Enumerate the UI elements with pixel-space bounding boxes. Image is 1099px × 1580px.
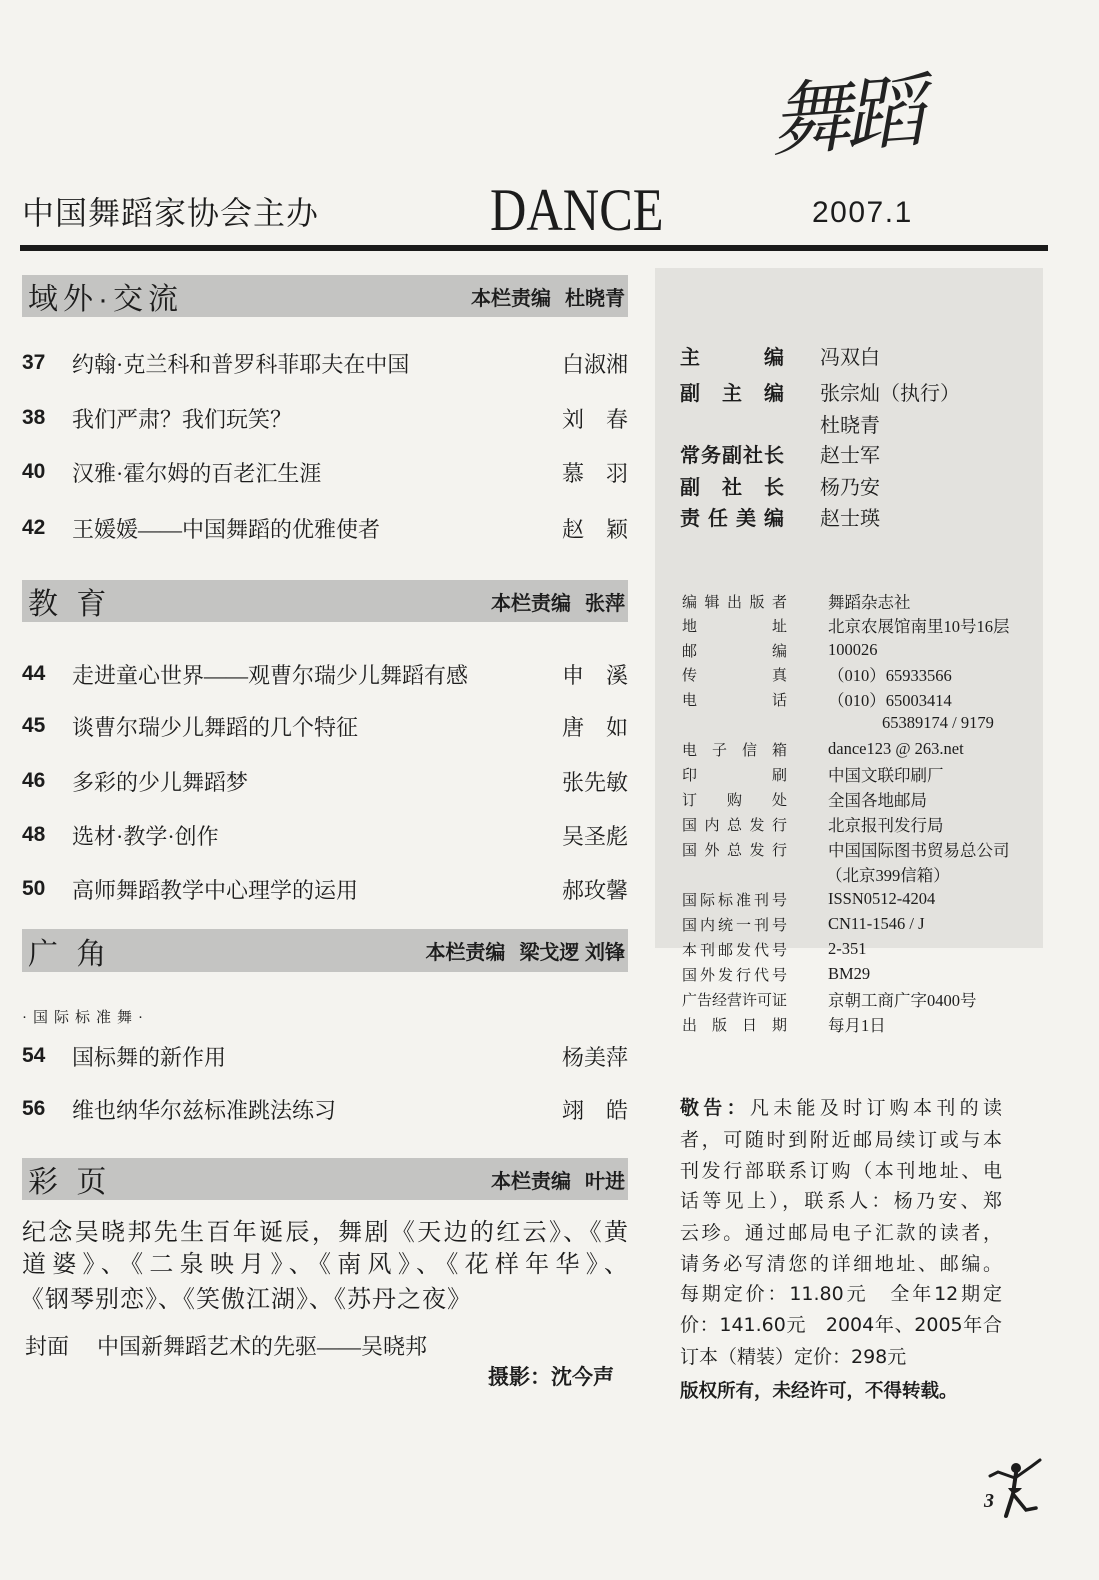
section-title: 广 角: [28, 937, 112, 971]
toc-entry[interactable]: [22, 873, 628, 905]
color-pages-text-line: 《钢琴别恋》、《笑傲江湖》、《苏丹之夜》: [20, 1287, 472, 1313]
info-label: 编辑出版者: [682, 594, 787, 611]
publisher-info-row: [682, 837, 1010, 861]
info-value: BM29: [828, 964, 871, 983]
section-header-wide-angle: [22, 929, 628, 972]
info-value: 中国国际图书贸易总公司: [828, 841, 1010, 860]
staff-name: 杨乃安: [820, 476, 880, 499]
toc-page-number: 56: [22, 1097, 46, 1120]
info-label: 订 购 处: [682, 792, 787, 809]
toc-page-number: 38: [22, 406, 46, 429]
toc-author: 张先敏: [561, 769, 628, 795]
info-value: 65389174 / 9179: [882, 713, 994, 732]
staff-entry: [680, 439, 880, 467]
staff-role: 副 社 长: [680, 476, 784, 499]
toc-author: 唐 如: [561, 714, 628, 740]
publisher-info-row: [682, 962, 870, 986]
toc-page-number: 48: [22, 823, 46, 846]
info-label: 传 真: [682, 667, 787, 684]
staff-role: 副 主 编: [680, 382, 784, 405]
toc-entry[interactable]: [22, 512, 628, 544]
publisher-info-row: [682, 812, 944, 836]
toc-article-title: 国标舞的新作用: [72, 1044, 227, 1070]
toc-article-title: 谈曹尔瑞少儿舞蹈的几个特征: [72, 714, 359, 740]
toc-entry[interactable]: [22, 658, 628, 690]
page-number: 3: [984, 1490, 994, 1512]
info-value: 北京报刊发行局: [828, 816, 944, 835]
magazine-logo: 舞蹈: [767, 64, 922, 169]
info-value: （010）65933566: [828, 666, 952, 685]
staff-entry: [680, 377, 960, 405]
header-rule: [20, 245, 1048, 251]
section-header-color-pages: [22, 1158, 628, 1200]
toc-article-title: 我们严肃？我们玩笑？: [72, 406, 293, 432]
publisher-info-row: [682, 787, 927, 811]
notice-line: 每期定价：11.80元 全年12期定: [680, 1283, 1002, 1305]
toc-author: 申 溪: [561, 662, 628, 688]
subsection-label: ·国际标准舞·: [22, 1010, 149, 1026]
info-value: CN11-1546 / J: [828, 914, 925, 933]
staff-name: 赵士军: [820, 444, 880, 467]
info-label: 邮 编: [682, 643, 787, 660]
photo-credit: 摄影：沈今声: [488, 1366, 614, 1389]
toc-author: 刘 春: [561, 406, 628, 432]
notice-line: 者，可随时到附近邮局续订或与本: [680, 1129, 1002, 1151]
info-label: 电 话: [682, 692, 787, 709]
toc-entry[interactable]: [22, 765, 628, 797]
section-title: 域外·交流: [28, 283, 183, 316]
publisher-info-row: [682, 589, 911, 613]
toc-entry[interactable]: [22, 456, 628, 488]
section-header-overseas: [22, 275, 628, 317]
publisher-info-row: [882, 711, 994, 735]
color-pages-text-line: 纪念吴晓邦先生百年诞辰，舞剧《天边的红云》、《黄: [22, 1220, 628, 1246]
info-label: 国外发行代号: [682, 967, 787, 984]
section-header-education: [22, 580, 628, 622]
info-value: 中国文联印刷厂: [828, 766, 944, 785]
toc-article-title: 多彩的少儿舞蹈梦: [72, 769, 249, 795]
info-label: 本刊邮发代号: [682, 942, 787, 959]
info-value: 舞蹈杂志社: [828, 593, 911, 612]
info-value: （北京399信箱）: [826, 866, 950, 885]
notice-line: 敬告：凡未能及时订购本刊的读: [680, 1097, 1002, 1119]
publisher-info-row: [682, 987, 977, 1011]
section-editor: 本栏责编 杜晓青: [471, 287, 625, 310]
notice-line: 云珍。通过邮局电子汇款的读者，: [680, 1222, 1002, 1244]
toc-entry[interactable]: [22, 1040, 628, 1072]
toc-author: 郝玫馨: [561, 877, 628, 903]
cover-label: 封面: [25, 1334, 70, 1359]
toc-page-number: 37: [22, 351, 46, 374]
info-value: 100026: [828, 640, 878, 659]
toc-author: 赵 颖: [561, 516, 628, 542]
toc-article-title: 走进童心世界——观曹尔瑞少儿舞蹈有感: [72, 662, 469, 688]
color-pages-text-line: 道婆》、《二泉映月》、《南风》、《花样年华》、: [22, 1252, 628, 1278]
section-title: 教 育: [28, 588, 112, 621]
info-label: 国外总发行: [682, 842, 787, 859]
staff-name: 赵士瑛: [820, 507, 880, 530]
toc-author: 慕 羽: [561, 460, 628, 486]
publisher-info-row: [682, 912, 925, 936]
info-value: 2-351: [828, 939, 867, 958]
info-value: 每月1日: [828, 1016, 886, 1035]
toc-author: 杨美萍: [561, 1044, 628, 1070]
staff-role: 责任美编: [680, 507, 784, 530]
toc-entry[interactable]: [22, 347, 628, 379]
publisher-info-row: [682, 1012, 886, 1036]
toc-entry[interactable]: [22, 710, 628, 742]
staff-name: 张宗灿（执行）: [820, 382, 960, 405]
notice-line: 价：141.60元 2004年、2005年合: [680, 1314, 1002, 1336]
toc-author: 吴圣彪: [561, 823, 628, 849]
toc-article-title: 选材·教学·创作: [72, 823, 219, 849]
info-value: 北京农展馆南里10号16层: [828, 617, 1010, 636]
staff-entry: [680, 409, 880, 437]
copyright-notice: 版权所有，未经许可，不得转载。: [680, 1381, 958, 1402]
email-value: dance123 @ 263.net: [828, 739, 964, 758]
toc-author: 白淑湘: [561, 351, 628, 377]
info-label: 国际标准刊号: [682, 892, 787, 909]
info-label: 国内总发行: [682, 817, 787, 834]
info-label: 广告经营许可证: [682, 992, 788, 1009]
staff-role: 主 编: [680, 346, 784, 369]
info-label: 出 版 日 期: [682, 1017, 787, 1034]
toc-entry[interactable]: [22, 402, 628, 434]
info-value: ISSN0512-4204: [828, 889, 936, 908]
toc-article-title: 维也纳华尔兹标准跳法练习: [72, 1097, 337, 1123]
notice-line: 话等见上），联系人：杨乃安、郑: [680, 1190, 1002, 1212]
info-label: 地 址: [682, 618, 787, 635]
notice-line: 刊发行部联系订购（本刊地址、电: [680, 1160, 1002, 1182]
staff-name: 杜晓青: [820, 414, 880, 437]
section-editor: 本栏责编 叶进: [491, 1170, 625, 1193]
notice-line: 订本（精装）定价：298元: [680, 1346, 907, 1368]
info-label: 电子信箱: [682, 742, 787, 759]
magazine-title: DANCE: [490, 177, 664, 243]
toc-article-title: 高师舞蹈教学中心理学的运用: [72, 877, 359, 903]
info-label: 印 刷: [682, 767, 787, 784]
toc-article-title: 约翰·克兰科和普罗科菲耶夫在中国: [72, 351, 410, 377]
toc-page-number: 40: [22, 460, 46, 483]
notice-heading: 敬告：: [680, 1097, 750, 1119]
publisher-info-row: [682, 762, 944, 786]
publisher-info-row: [682, 737, 964, 761]
info-value: 京朝工商广字0400号: [828, 991, 977, 1010]
info-value: 全国各地邮局: [828, 791, 927, 810]
toc-entry[interactable]: [22, 819, 628, 851]
staff-entry: [680, 341, 880, 369]
publisher-info-row: [826, 862, 950, 886]
toc-author: 翊 皓: [561, 1097, 628, 1123]
section-title: 彩 页: [28, 1166, 112, 1199]
staff-name: 冯双白: [820, 346, 880, 369]
toc-page-number: 44: [22, 662, 46, 685]
publisher-info-row: [682, 687, 952, 711]
toc-page-number: 46: [22, 769, 46, 792]
section-editor: 本栏责编 梁戈逻 刘锋: [425, 942, 625, 964]
notice-line: 请务必写清您的详细地址、邮编。: [680, 1253, 1002, 1275]
info-label: 国内统一刊号: [682, 917, 787, 934]
publisher-info-row: [682, 613, 1010, 637]
toc-page-number: 54: [22, 1044, 46, 1067]
publisher-info-row: [682, 937, 867, 961]
staff-entry: [680, 502, 880, 530]
toc-article-title: 王媛媛——中国舞蹈的优雅使者: [72, 516, 381, 542]
staff-role: 常务副社长: [680, 444, 784, 467]
staff-entry: [680, 471, 880, 499]
toc-page-number: 42: [22, 516, 46, 539]
cover-text: 中国新舞蹈艺术的先驱——吴晓邦: [97, 1334, 428, 1359]
toc-page-number: 50: [22, 877, 46, 900]
publisher-info-row: [682, 638, 878, 662]
organizer-line: 中国舞蹈家协会主办: [22, 195, 320, 231]
issue-number: 2007.1: [812, 196, 913, 229]
section-editor: 本栏责编 张萍: [491, 592, 625, 615]
cover-caption: [25, 1332, 427, 1362]
toc-entry[interactable]: [22, 1093, 628, 1125]
toc-page-number: 45: [22, 714, 46, 737]
publisher-info-row: [682, 887, 935, 911]
toc-article-title: 汉雅·霍尔姆的百老汇生涯: [72, 460, 322, 486]
dancer-icon: [986, 1458, 1044, 1528]
info-value: （010）65003414: [828, 691, 952, 710]
publisher-info-row: [682, 662, 952, 686]
